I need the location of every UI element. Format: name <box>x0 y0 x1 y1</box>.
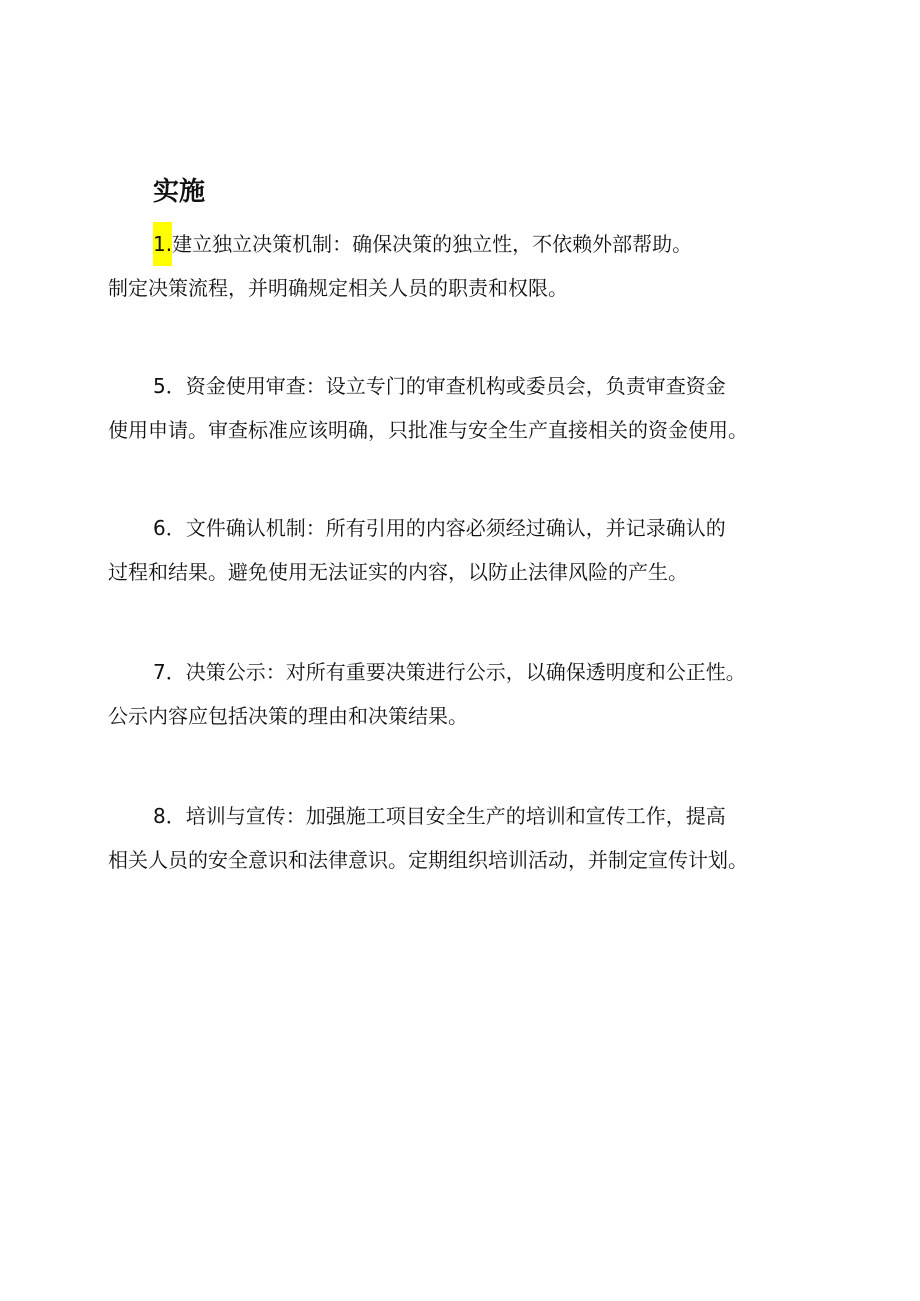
item-text: ．培训与宣传：加强施工项目安全生产的培训和宣传工作，提高 <box>165 804 726 828</box>
section-heading: 实施 <box>153 177 206 207</box>
item-text: ．文件确认机制：所有引用的内容必须经过确认，并记录确认的 <box>165 516 726 540</box>
paragraph-line-1 <box>108 364 838 408</box>
item-text: 建立独立决策机制：确保决策的独立性，不依赖外部帮助。 <box>172 232 693 256</box>
paragraph-line-2: 公示内容应包括决策的理由和决策结果。 <box>108 704 468 728</box>
item-number-highlighted: 1. <box>153 222 172 266</box>
item-number: 6 <box>153 516 166 540</box>
item-text: ．决策公示：对所有重要决策进行公示，以确保透明度和公正性。 <box>165 660 746 684</box>
paragraph-line-1 <box>108 222 838 266</box>
paragraph-line-1 <box>108 794 838 838</box>
item-text: ．资金使用审查：设立专门的审查机构或委员会，负责审查资金 <box>165 374 726 398</box>
paragraph-line-1 <box>108 650 838 694</box>
item-number: 7 <box>153 660 166 684</box>
paragraph-item-7 <box>108 650 838 738</box>
item-number: 5 <box>153 374 166 398</box>
paragraph-item-1 <box>108 222 838 310</box>
paragraph-item-6 <box>108 506 838 594</box>
paragraph-line-2: 相关人员的安全意识和法律意识。定期组织培训活动，并制定宣传计划。 <box>108 848 748 872</box>
paragraph-item-5 <box>108 364 838 452</box>
paragraph-line-2: 制定决策流程，并明确规定相关人员的职责和权限。 <box>108 276 568 300</box>
paragraph-line-2: 过程和结果。避免使用无法证实的内容，以防止法律风险的产生。 <box>108 560 688 584</box>
paragraph-item-8 <box>108 794 838 882</box>
paragraph-line-1 <box>108 506 838 550</box>
paragraph-line-2: 使用申请。审查标准应该明确，只批准与安全生产直接相关的资金使用。 <box>108 418 748 442</box>
item-number: 8 <box>153 804 166 828</box>
